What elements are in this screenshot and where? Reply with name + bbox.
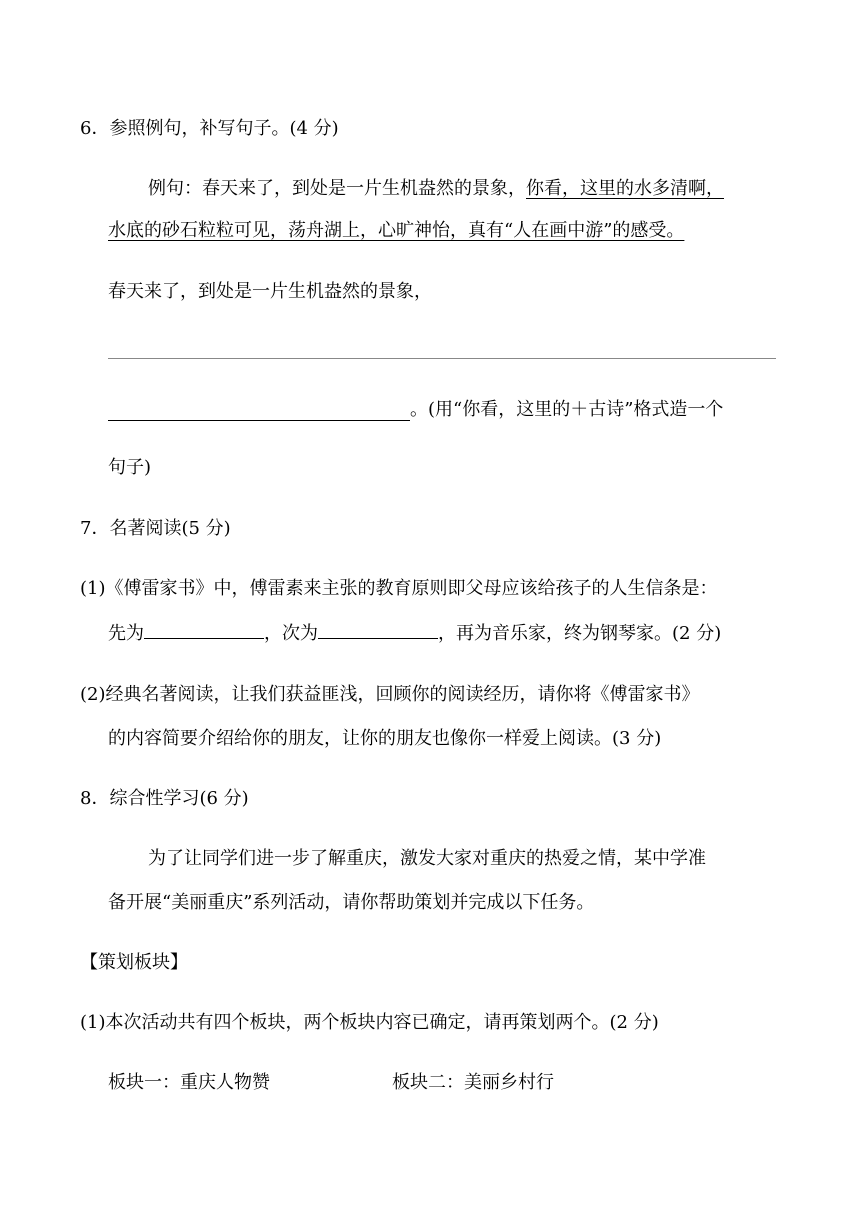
q6-title: 6．参照例句，补写句子。(4 分) bbox=[80, 118, 339, 139]
q7-title: 7．名著阅读(5 分) bbox=[80, 518, 231, 539]
q7-p1-c: ，再为音乐家，终为钢琴家。(2 分) bbox=[438, 623, 722, 644]
q7-p1-line1: (1)《傅雷家书》中，傅雷素来主张的教育原则即父母应该给孩子的人生信条是： bbox=[80, 578, 718, 599]
q8-intro-line2: 备开展“美丽重庆”系列活动，请你帮助策划并完成以下任务。 bbox=[108, 892, 595, 913]
q6-example-underlined-1: 你看，这里的水多清啊， bbox=[526, 178, 724, 199]
q6-instruction-cont: 句子) bbox=[108, 457, 152, 478]
q6-answer-line[interactable] bbox=[108, 358, 776, 359]
q6-answer-blank[interactable] bbox=[108, 420, 410, 421]
q8-title: 8．综合性学习(6 分) bbox=[80, 788, 249, 809]
q6-example-line2 bbox=[108, 219, 684, 243]
q8-intro-line1: 为了让同学们进一步了解重庆，激发大家对重庆的热爱之情，某中学准 bbox=[148, 848, 706, 869]
q7-blank-2[interactable] bbox=[318, 637, 438, 639]
q6-prompt: 春天来了，到处是一片生机盎然的景象， bbox=[108, 281, 432, 302]
q6-example-underlined-2: 水底的砂石粒粒可见，荡舟湖上，心旷神怡，真有“人在画中游”的感受。 bbox=[108, 220, 685, 241]
q8-p1: (1)本次活动共有四个板块，两个板块内容已确定，请再策划两个。(2 分) bbox=[80, 1012, 659, 1033]
q8-block2: 板块二：美丽乡村行 bbox=[392, 1072, 554, 1093]
q7-p2-line2: 的内容简要介绍给你的朋友，让你的朋友也像你一样爱上阅读。(3 分) bbox=[108, 728, 662, 749]
q7-blank-1[interactable] bbox=[144, 637, 264, 639]
q7-p1-b: ，次为 bbox=[264, 623, 318, 644]
q8-block1: 板块一：重庆人物赞 bbox=[108, 1072, 270, 1093]
q7-p1-line2 bbox=[108, 622, 721, 646]
q7-p1-a: 先为 bbox=[108, 623, 144, 644]
q6-example-prefix: 例句：春天来了，到处是一片生机盎然的景象， bbox=[148, 178, 526, 199]
q7-p2-line1: (2)经典名著阅读，让我们获益匪浅，回顾你的阅读经历，请你将《傅雷家书》 bbox=[80, 684, 700, 705]
q6-instruction: 。(用“你看，这里的＋古诗”格式造一个 bbox=[410, 399, 724, 420]
q6-example-line1 bbox=[148, 177, 724, 201]
q8-section-heading: 【策划板块】 bbox=[80, 952, 188, 973]
